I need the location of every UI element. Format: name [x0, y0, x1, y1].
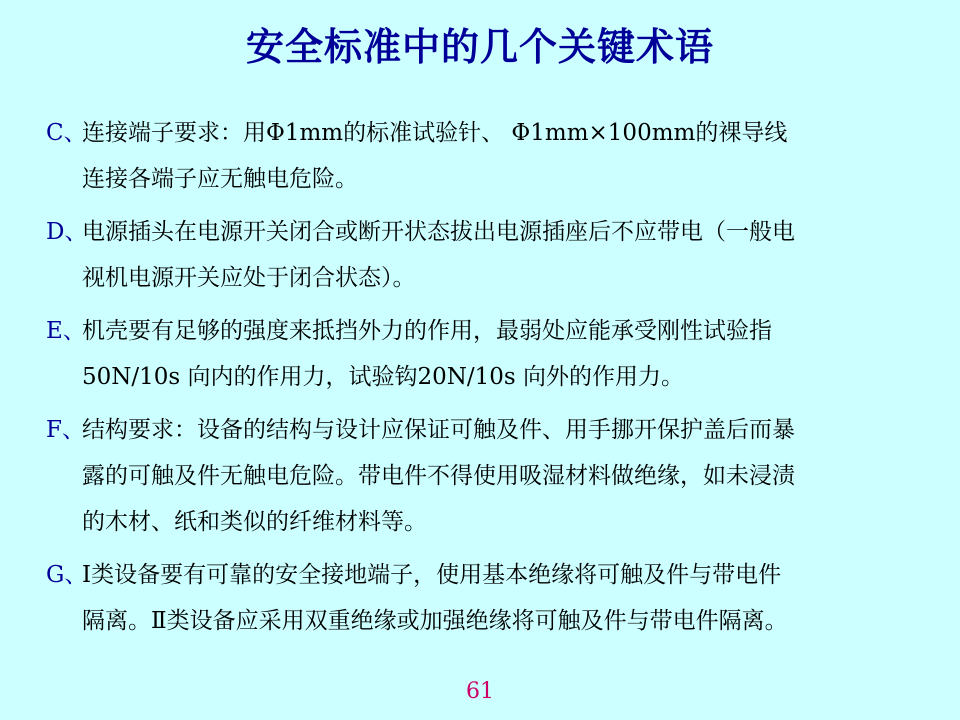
- item-text-line: 电源插头在电源开关闭合或断开状态拔出电源插座后不应带电（一般电: [82, 219, 795, 245]
- item-text-line: 连接端子要求：用Φ1mm的标准试验针、 Φ1mm×100mm的裸导线: [82, 120, 788, 146]
- item-text-line: 视机电源开关应处于闭合状态）。: [82, 265, 416, 291]
- page-number: 61: [466, 679, 494, 704]
- item-text-line: 隔离。Ⅱ类设备应采用双重绝缘或加强绝缘将可触及件与带电件隔离。: [82, 608, 788, 634]
- item-text-line: 机壳要有足够的强度来抵挡外力的作用，最弱处应能承受刚性试验指: [82, 318, 772, 344]
- term-item-f: [46, 407, 926, 545]
- item-letter: E、: [46, 318, 86, 344]
- term-item-e: [46, 308, 926, 400]
- item-letter: C、: [46, 120, 87, 146]
- item-text-line: 结构要求：设备的结构与设计应保证可触及件、用手挪开保护盖后而暴: [82, 417, 795, 443]
- term-item-c: [46, 110, 926, 202]
- item-text-line: 连接各端子应无触电危险。: [82, 166, 358, 192]
- term-item-g: [46, 552, 926, 644]
- item-letter: G、: [46, 562, 88, 588]
- item-letter: D、: [46, 219, 88, 245]
- item-text-line: 50N/10s 向内的作用力，试验钩20N/10s 向外的作用力。: [82, 364, 685, 390]
- term-item-d: [46, 209, 926, 301]
- item-text-line: 的木材、纸和类似的纤维材料等。: [82, 509, 427, 535]
- term-list: [46, 110, 926, 651]
- item-text-line: 露的可触及件无触电危险。带电件不得使用吸湿材料做绝缘，如未浸渍: [82, 463, 795, 489]
- slide-title: 安全标准中的几个关键术语: [245, 24, 714, 69]
- item-letter: F、: [46, 417, 85, 443]
- item-text-line: Ⅰ类设备要有可靠的安全接地端子，使用基本绝缘将可触及件与带电件: [82, 562, 782, 588]
